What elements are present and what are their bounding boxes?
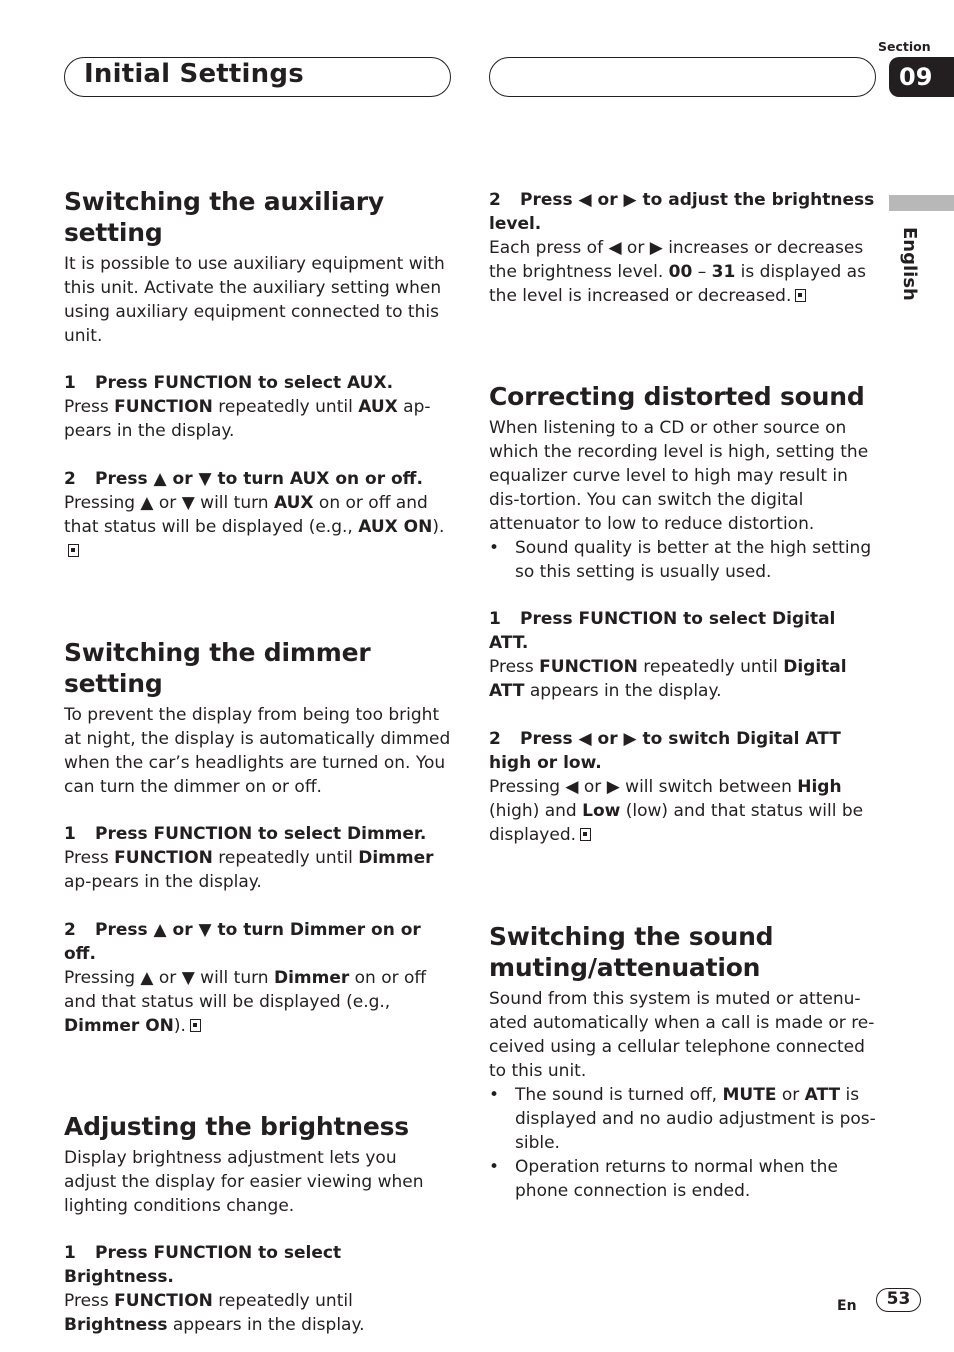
distortion-intro: When listening to a CD or other source on which the recording level is high, setting the equalizer curve level to high may result in dis-tortion. You can switch the digital attenuator to low to reduce distortion. (489, 418, 869, 534)
aux-step2-title: 2 Press ▲ or ▼ to turn AUX on or off. (64, 469, 423, 489)
section-label: Section (878, 39, 931, 54)
muting-bullets (489, 1083, 879, 1203)
section-number: 09 (899, 63, 933, 91)
muting-intro: Sound from this system is muted or attenu-ated automatically when a call is made or re-ceived using a cellular telephone connected to this unit. (489, 989, 875, 1081)
dimmer-step1-title: 1 Press FUNCTION to select Dimmer. (64, 824, 427, 844)
muting-bullet-2: • Operation returns to normal when the phone connection is ended. (489, 1155, 879, 1203)
brightness-heading: Adjusting the brightness (64, 1112, 409, 1141)
aux-intro: It is possible to use auxiliary equipment with this unit. Activate the auxiliary setting when using auxiliary equipment connected to this unit. (64, 254, 445, 346)
page-number-badge (876, 1288, 921, 1312)
end-mark-icon (190, 1019, 201, 1032)
muting-heading: Switching the sound muting/attenuation (489, 922, 774, 982)
end-mark-icon (68, 544, 79, 557)
brightness-intro: Display brightness adjustment lets you adjust the display for easier viewing when lighting conditions change. (64, 1148, 424, 1216)
section-number-badge (889, 57, 954, 97)
muting-section (489, 921, 879, 1203)
page-number: 53 (886, 1289, 911, 1309)
distortion-bullet-1: • Sound quality is better at the high setting so this setting is usually used. (489, 536, 879, 584)
language-label: English (899, 227, 920, 301)
dimmer-heading: Switching the dimmer setting (64, 638, 371, 698)
brightness-continued-section (489, 188, 879, 308)
header-right-frame (489, 57, 876, 97)
muting-bullet-1: • The sound is turned off, MUTE or ATT is displayed and no audio adjustment is pos-sible. (489, 1083, 879, 1155)
end-mark-icon (795, 289, 806, 302)
language-tab-marker (889, 195, 954, 211)
dimmer-step2-title: 2 Press ▲ or ▼ to turn Dimmer on or off. (64, 920, 421, 964)
brightness-step1-title: 1 Press FUNCTION to select Brightness. (64, 1243, 342, 1287)
brightness-step2-body: Each press of ◀ or ▶ increases or decreases the brightness level. 00 – 31 is displayed as the level is increased or decreased. (489, 238, 866, 306)
dimmer-step2-body: Pressing ▲ or ▼ will turn Dimmer on or off and that status will be displayed (e.g., Dimmer ON). (64, 968, 427, 1036)
brightness-step2-title: 2 Press ◀ or ▶ to adjust the brightness level. (489, 190, 875, 234)
distortion-step1-body: Press FUNCTION repeatedly until Digital ATT appears in the display. (489, 657, 847, 701)
distortion-step1-title: 1 Press FUNCTION to select Digital ATT. (489, 609, 836, 653)
footer-language-code: En (837, 1298, 857, 1314)
dimmer-step1-body: Press FUNCTION repeatedly until Dimmer ap-pears in the display. (64, 848, 434, 892)
aux-section (64, 186, 454, 563)
right-column (489, 188, 879, 1203)
end-mark-icon (580, 828, 591, 841)
aux-step1-title: 1 Press FUNCTION to select AUX. (64, 373, 394, 393)
left-column (64, 186, 454, 1337)
aux-step1-body: Press FUNCTION repeatedly until AUX ap-pears in the display. (64, 397, 431, 441)
aux-step2-body: Pressing ▲ or ▼ will turn AUX on or off and that status will be displayed (e.g., AUX ON). (64, 491, 454, 563)
brightness-step1-body: Press FUNCTION repeatedly until Brightness appears in the display. (64, 1291, 365, 1335)
dimmer-intro: To prevent the display from being too bright at night, the display is automatically dimmed when the car’s headlights are turned on. You can turn the dimmer on or off. (64, 705, 451, 797)
page-header-title: Initial Settings (84, 59, 304, 89)
distortion-step2-title: 2 Press ◀ or ▶ to switch Digital ATT high or low. (489, 729, 841, 773)
distortion-section (489, 381, 879, 847)
distortion-heading: Correcting distorted sound (489, 382, 865, 411)
distortion-step2-body: Pressing ◀ or ▶ will switch between High (high) and Low (low) and that status will be displayed. (489, 777, 864, 845)
brightness-section (64, 1111, 454, 1337)
aux-heading: Switching the auxiliary setting (64, 187, 385, 247)
dimmer-section (64, 637, 454, 1038)
distortion-bullets (489, 536, 879, 584)
